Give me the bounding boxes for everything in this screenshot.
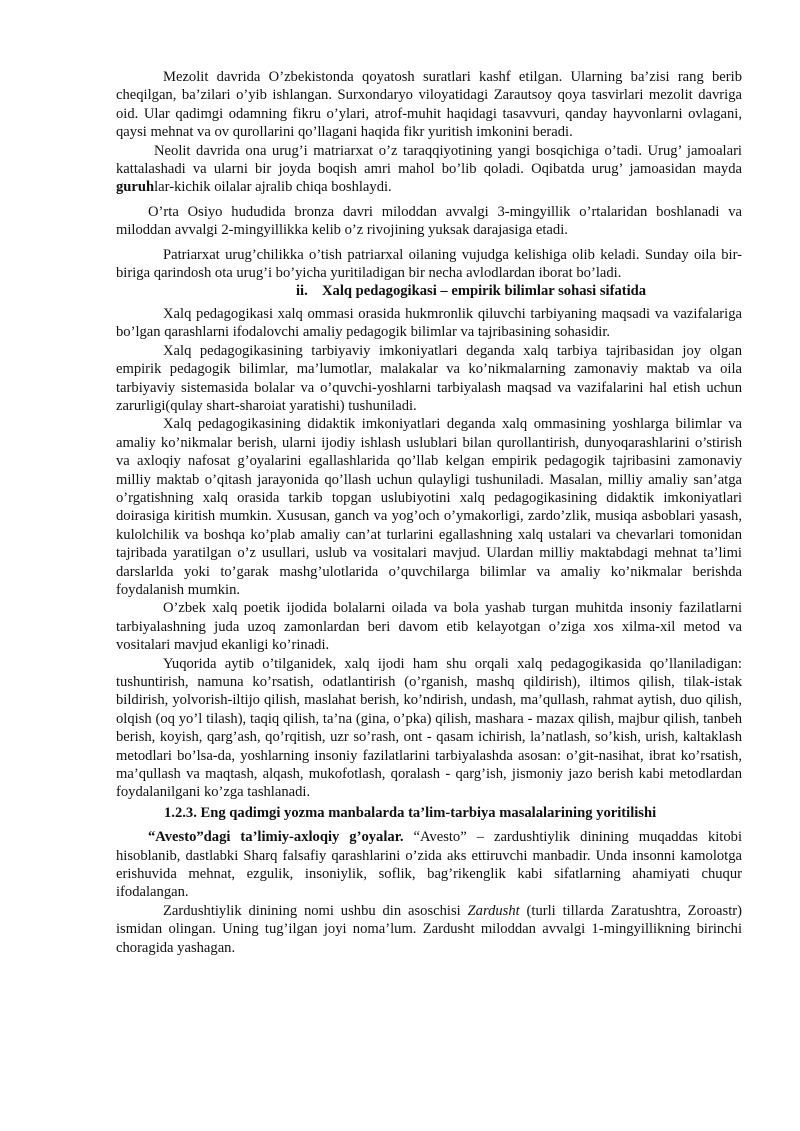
paragraph-bronze-age: O’rta Osiyo hududida bronza davri miloddan avvalgi 3-mingyillik o’rtalaridan boshlanadi va miloddan avvalgi 2-mingyillikka kelib o’z rivojining yuksak darajasiga etadi. [116, 203, 742, 239]
paragraph-patriarchy: Patriarxat urug’chilikka o’tish patriarxal oilaning vujudga kelishiga olib keladi. Sunday oila bir-biriga qarindosh ota urug’i bo’yicha yuritiladigan bir necha avlodlardan iborat bo’ladi. [116, 246, 742, 282]
paragraph-zoroastrianism-italic: Zardusht [467, 902, 520, 919]
paragraph-mesolithic: Mezolit davrida O’zbekistonda qoyatosh suratlari kashf etilgan. Ularning ba’zisi rang berib cheqilgan, ba’zilari o’yib ishlangan. Surxondaryo viloyatidagi Zarautsoy qoya tasvirlari mezolit davriga oid. Ular qadimgi odamning fikru o’ylari, atrof-muhit haqidagi tasavvuri, qanday hayvonlarni ovlagani, qaysi mehnat va ov qurollarini qo’llagani haqida fikr yuritish imkonini beradi. [116, 69, 742, 141]
paragraph-methods: Yuqorida aytib o’tilganidek, xalq ijodi ham shu orqali xalq pedagogikasida qo’llaniladigan: tushuntirish, namuna ko’rsatish, odatlantirish (o’rganish, mashq qildirish), iltimos qilish, tilak-istak bildirish, yolvorish-iltijo qilish, maslahat berish, ko’ndirish, undash, ma’qullash, rahmat aytish, duo qilish, olqish (oq yo’l tilash), taqiq qilish, ta’na (gina, o’pka) qilish, mashara - mazax qilish, majbur qilish, tanbeh berish, koyish, qarg’ash, qo’rqitish, uzr so’rash, ont - qasam ichirish, la’natlash, so’kish, urish, kaltaklash metodlari bo’lsa-da, yoshlarning insoniy fazilatlarini tarbiyalashda asosan: o’git-nasihat, ibrat ko’rsatish, ma’qullash va maqtash, alqash, mukofotlash, qoralash - qarg’ish, jismoniy jazo berish kabi metodlardan foydalanilgani ko’zga tashlanadi. [116, 655, 742, 801]
paragraph-zoroastrianism [116, 902, 742, 957]
section-number: ii. [296, 283, 308, 300]
paragraph-neolithic-text-b: lar-kichik oilalar ajralib chiqa boshlaydi. [154, 179, 392, 196]
paragraph-zoroastrianism-text-b: (turli tillarda Zaratushtra, Zoroastr) ismidan olingan. Uning tug’ilgan joyi noma’lum. Zardusht miloddan avvalgi 1-mingyillikning birinchi choragida yashagan. [116, 902, 742, 956]
section-title: Xalq pedagogikasi – empirik bilimlar sohasi sifatida [322, 283, 647, 300]
paragraph-avesto-bold: “Avesto”dagi ta’limiy-axloqiy g’oyalar. [148, 829, 404, 846]
paragraph-educational-possibilities: Xalq pedagogikasining tarbiyaviy imkoniyatlari deganda xalq tarbiya tajribasidan joy olgan empirik pedagogik bilimlar, ma’lumotlar, malakalar va ko’nikmalarning zamonaviy maktab va oila tarbiyaviy sistemasida bolalar va o’quvchi-yoshlarni tarbiyalash maqsad va vazifalarini hal etish uchun zarurligi(qulay shart-sharoiat yaratishi) tushuniladi. [116, 342, 742, 414]
paragraph-zoroastrianism-text-a: Zardushtiylik dinining nomi ushbu din asoschisi [163, 902, 468, 919]
paragraph-didactic-possibilities: Xalq pedagogikasining didaktik imkoniyatlari deganda xalq ommasining yoshlarga bilimlar va amaliy ko’nikmalar berish, ularni ijodiy ishlash uslublari bilan qurollantirish, dunyoqarashlarini o’stirish va axloqiy nafosat g’oyalarini egallashlarida qo’llab kelgan empirik pedagogik tajribasini zamonaviy milliy maktab o’qitash jarayonida qo’llash uchun qulayligi tushuniladi. Masalan, milliy amaliy san’atga o’rgatishning xalq orasida tarkib topgan uslubiyotini xalq pedagogikasining didaktik imkoniyatlari doirasiga kiritish mumkin. Xususan, ganch va yog’och o’ymakorligi, zardo’zlik, musiqa asboblari yasash, kulolchilik va boshqa ko’plab amaliy can’at turlarini egallashning xalq ustalari va chevarlari tomonidan tajribada yaratilgan o’z usullari, uslub va vositalari mavjud. Ulardan milliy maktabdagi mehnat ta’limi darslarlda yoki to’garak mashg’ulotlarida o’quvchilarga bilimlar va amaliy ko’nikmalar berishda foydalanish mumkin. [116, 416, 742, 598]
document-page [116, 68, 742, 957]
paragraph-poetic-creativity: O’zbek xalq poetik ijodida bolalarni oilada va bola yashab turgan muhitda insoniy fazilatlarni tarbiyalashning juda uzoq zamonlardan beri davom etib kelayotgan o’ziga xos xilma-xil metod va vositalari mavjud ekanligi ko’rinadi. [116, 600, 742, 654]
paragraph-avesto [116, 828, 742, 902]
paragraph-folk-pedagogy-definition: Xalq pedagogikasi xalq ommasi orasida hukmronlik qiluvchi tarbiyaning maqsadi va vazifalariga bo’lgan qarashlarni ifodalovchi amaliy pedagogik bilimlar va tajribasining sohasidir. [116, 305, 742, 341]
section-heading [116, 282, 742, 300]
paragraph-neolithic [116, 142, 742, 197]
paragraph-neolithic-bold: guruh [116, 179, 155, 196]
subsection-heading: 1.2.3. Eng qadimgi yozma manbalarda ta’lim-tarbiya masalalarining yoritilishi [164, 804, 657, 821]
paragraph-avesto-text: “Avesto” – zardushtiylik dinining muqaddas kitobi hisoblanib, dastlabki Sharq falsafiy qarashlarini o’zida aks ettiruvchi manbadir. Unda insonni kamolotga erishuvida mehnat, ezgulik, insoniylik, soflik, bag’rikenglik kabi sifatlarning ahamiyati chuqur ifodalangan. [116, 829, 743, 901]
paragraph-neolithic-text-a: Neolit davrida ona urug’i matriarxat o’z taraqqiyotining yangi bosqichiga o’tadi. Urug’ jamoalari kattalashadi va ularni bir joyda boqish amri mahol bo’lib qoladi. Oqibatda urug’ jamoasidan mayda [116, 142, 742, 178]
